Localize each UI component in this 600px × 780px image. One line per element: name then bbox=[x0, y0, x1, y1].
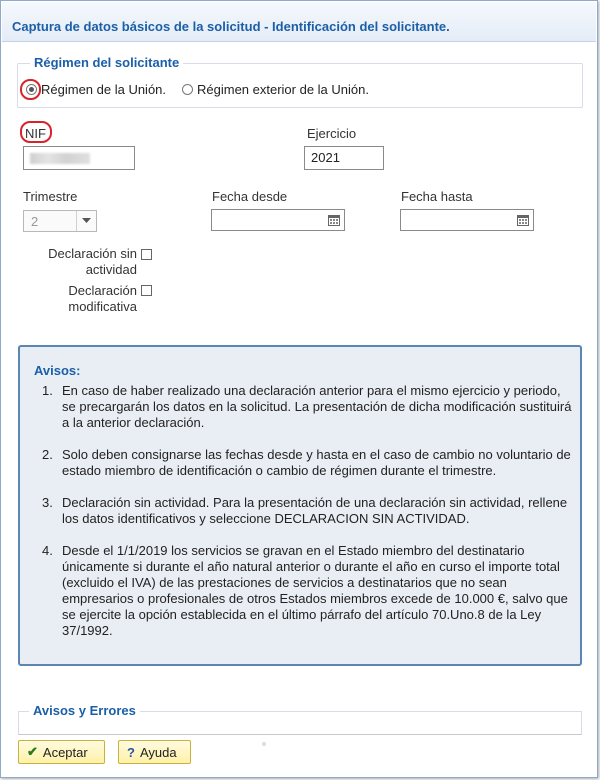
dialog-title: Captura de datos básicos de la solicitud - Identificación del solicitante. bbox=[2, 2, 596, 42]
trimestre-value: 2 bbox=[31, 214, 39, 229]
avisos-errores-group bbox=[18, 703, 582, 735]
avisos-errores-legend: Avisos y Errores bbox=[29, 703, 140, 718]
avisos-title: Avisos: bbox=[34, 363, 81, 378]
radio-regimen-exterior[interactable] bbox=[182, 82, 369, 97]
radio-regimen-union[interactable] bbox=[26, 82, 166, 97]
regimen-legend: Régimen del solicitante bbox=[30, 55, 183, 70]
accept-button[interactable]: ✔ Aceptar bbox=[18, 740, 105, 764]
declaracion-sin-actividad-label: Declaración sin actividad bbox=[48, 246, 137, 277]
calendar-icon[interactable] bbox=[513, 210, 533, 230]
nif-label: NIF bbox=[25, 126, 46, 141]
radio-regimen-union-label: Régimen de la Unión. bbox=[41, 82, 167, 97]
trimestre-label: Trimestre bbox=[23, 189, 78, 204]
list-item: 1. En caso de haber realizado una declaración anterior para el mismo ejercicio y periodo, se precargarán los datos en la solicitud. La presentación de dicha modificación sustituirá a la anterior declaración. bbox=[42, 383, 572, 430]
fecha-hasta-input[interactable] bbox=[400, 209, 534, 231]
radio-regimen-exterior-control[interactable] bbox=[182, 84, 193, 95]
declaracion-modificativa-label: Declaración modificativa bbox=[68, 283, 137, 314]
regimen-group bbox=[17, 55, 583, 108]
checkmark-icon: ✔ bbox=[27, 744, 38, 759]
fecha-hasta-label: Fecha hasta bbox=[401, 189, 473, 204]
declaracion-sin-actividad-checkbox[interactable] bbox=[141, 249, 152, 260]
chevron-down-icon[interactable] bbox=[76, 211, 96, 231]
nif-input[interactable] bbox=[23, 146, 135, 170]
ejercicio-label: Ejercicio bbox=[307, 126, 357, 141]
avisos-panel bbox=[18, 345, 582, 666]
declaracion-modificativa-checkbox[interactable] bbox=[141, 285, 152, 296]
list-item: 2. Solo deben consignarse las fechas desde y hasta en el caso de cambio no voluntario de estado miembro de identificación o cambio de régimen durante el trimestre. bbox=[42, 447, 571, 478]
list-item: 3. Declaración sin actividad. Para la presentación de una declaración sin actividad, rellene los datos identificativos y seleccione DECLARACION SIN ACTIVIDAD. bbox=[42, 495, 568, 526]
nif-redacted-value bbox=[30, 153, 90, 164]
help-icon: ? bbox=[127, 744, 135, 760]
decorative-dot bbox=[262, 742, 266, 746]
fecha-desde-label: Fecha desde bbox=[212, 189, 288, 204]
calendar-icon[interactable] bbox=[324, 210, 344, 230]
ejercicio-input[interactable]: 2021 bbox=[304, 146, 384, 170]
highlight-ring-regimen bbox=[20, 79, 41, 100]
fecha-desde-input[interactable] bbox=[211, 209, 345, 231]
help-button[interactable]: ? Ayuda bbox=[118, 740, 191, 764]
avisos-list bbox=[42, 383, 572, 655]
trimestre-select[interactable] bbox=[23, 210, 97, 232]
list-item: 4. Desde el 1/1/2019 los servicios se gravan en el Estado miembro del destinatario únicamente si durante el año natural anterior o durante el año en curso el importe total (excluido el IVA) de las prestaciones de servicios a destinatarios que no sean empresarios o profesionales de otros Estados miembros excede de 10.000 €, salvo que se ejercite la opción establecida en el último párrafo del artículo 70.Uno.8 de la Ley 37/1992. bbox=[42, 543, 568, 638]
highlight-ring-nif bbox=[20, 121, 52, 143]
radio-regimen-exterior-label: Régimen exterior de la Unión. bbox=[197, 82, 369, 97]
